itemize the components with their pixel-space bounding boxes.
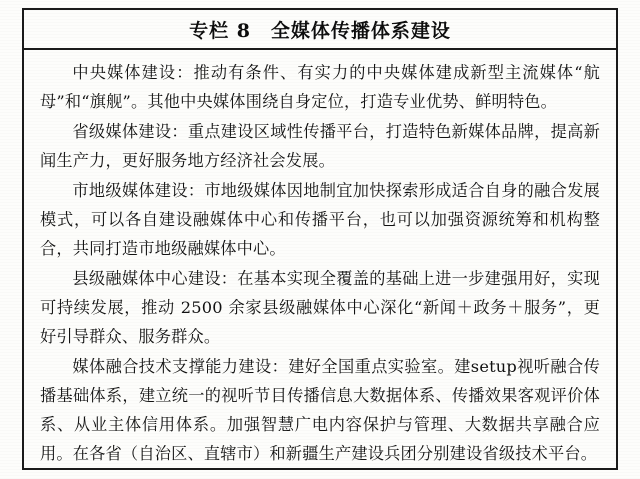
page-title: 专栏 8 全媒体传播体系建设 [189, 19, 451, 42]
paragraph-central-media: 中央媒体建设：推动有条件、有实力的中央媒体建成新型主流媒体“航母”和“旗舰”。其他中央媒体围绕自身定位，打造专业优势、鲜明特色。 [40, 63, 600, 111]
callout-title-row [24, 10, 616, 50]
paragraph-county-media-center: 县级融媒体中心建设：在基本实现全覆盖的基础上进一步建强用好，实现可持续发展，推动 2500 余家县级融媒体中心深化“新闻＋政务＋服务”，更好引导群众、服务群众。 [40, 269, 600, 346]
paragraph-municipal-media: 市地级媒体建设：市地级媒体因地制宜加快探索形成适合自身的融合发展模式，可以各自建设融媒体中心和传播平台，也可以加强资源统筹和机构整合，共同打造市地级融媒体中心。 [40, 181, 600, 258]
callout-box [22, 8, 618, 470]
paragraph-provincial-media: 省级媒体建设：重点建设区域性传播平台，打造特色新媒体品牌，提高新闻生产力，更好服务地方经济社会发展。 [40, 122, 600, 170]
paragraph-technology-support: 媒体融合技术支撑能力建设：建好全国重点实验室。建setup视听融合传播基础体系，建立统一的视听节目传播信息大数据体系、传播效果客观评价体系、从业主体信用体系。加强智慧广电内容保护与管理、大数据共享融合应用。在各省（自治区、直辖市）和新疆生产建设兵团分别建设省级技术平台。 [40, 357, 600, 463]
callout-body [24, 50, 616, 474]
